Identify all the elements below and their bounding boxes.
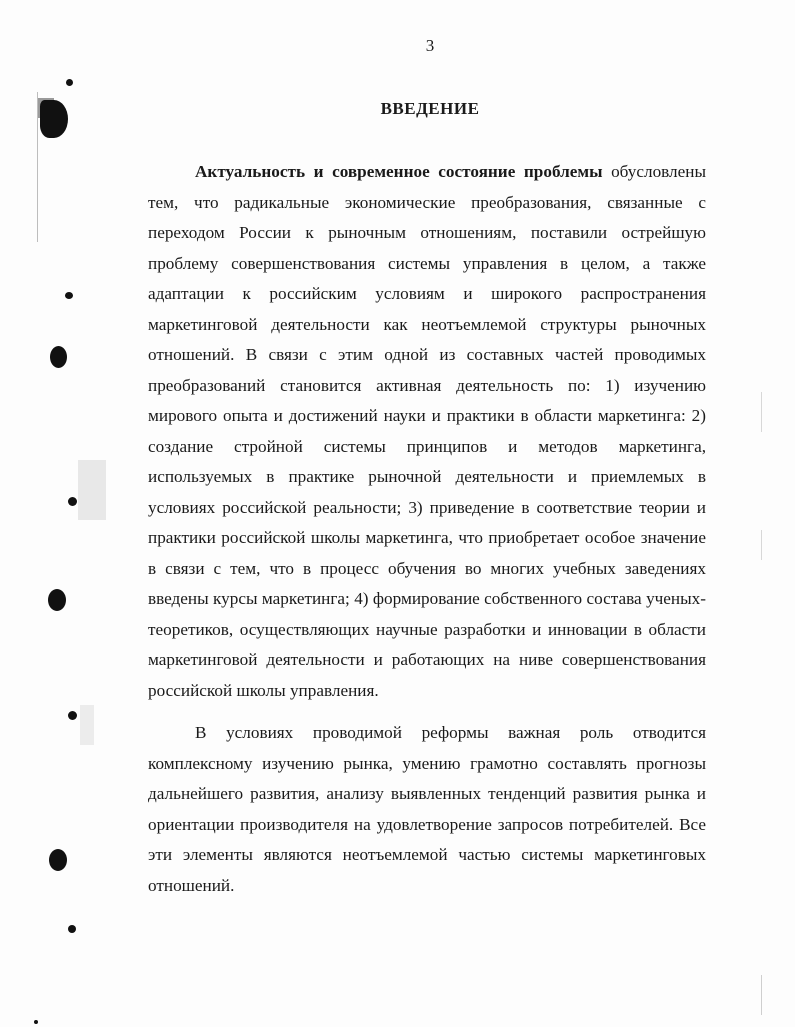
paragraph-2: В условиях проводимой реформы важная роль отводится комплексному изучению рынка, умению грамотно составлять прогнозы дальнейшего развития, анализу выявленных тенденций развития рынка и ориентации производителя на удовлетворение запросов потребителей. Все эти элементы являются неотъемлемой частью системы маркетинговых отношений. <box>148 723 706 895</box>
paragraph-1 <box>148 157 706 706</box>
hole-punch-mark <box>66 79 73 86</box>
paragraph-1-text: обусловлены тем, что радикальные экономические преобразования, связанные с переходом России к рыночным отношениям, поставили острейшую проблему совершенствования системы управления в целом, а также адаптации к российским условиям и широкого распространения маркетинговой деятельности как неотъемлемой структуры рыночных отношений. В связи с этим одной из составных частей проводимых преобразований становится активная деятельность по: 1) изучению мирового опыта и достижений науки и практики в области маркетинга: 2) создание стройной системы принципов и методов маркетинга, используемых в практике рыночной деятельности и приемлемых в условиях российской реальности; 3) приведение в соответствие теории и практики российской школы маркетинга, что приобретает особое значение в связи с тем, что в процесс обучения во многих учебных заведениях введены курсы маркетинга; 4) формирование собственного состава ученых-теоретиков, осуществляющих научные разработки и инновации в области маркетинговой деятельности и работающих на ниве совершенствования российской школы управления. <box>148 162 706 700</box>
hole-punch-mark <box>68 925 76 933</box>
scan-edge-line <box>761 975 762 1015</box>
scan-edge-line <box>761 530 762 560</box>
hole-punch-mark <box>48 589 66 611</box>
hole-punch-mark <box>34 1020 38 1024</box>
hole-punch-mark <box>68 497 77 506</box>
paragraph-1-lead: Актуальность и современное состояние проблемы <box>195 162 603 181</box>
body-text <box>148 157 706 901</box>
hole-punch-mark <box>40 100 68 138</box>
scan-speckle <box>78 460 106 520</box>
page-number: 3 <box>425 36 435 55</box>
hole-punch-mark <box>49 849 67 871</box>
scan-edge-line <box>761 392 762 432</box>
hole-punch-mark <box>65 292 73 299</box>
section-heading: ВВЕДЕНИЕ <box>380 99 480 118</box>
hole-punch-mark <box>68 711 77 720</box>
hole-punch-mark <box>50 346 67 368</box>
scan-speckle <box>80 705 94 745</box>
